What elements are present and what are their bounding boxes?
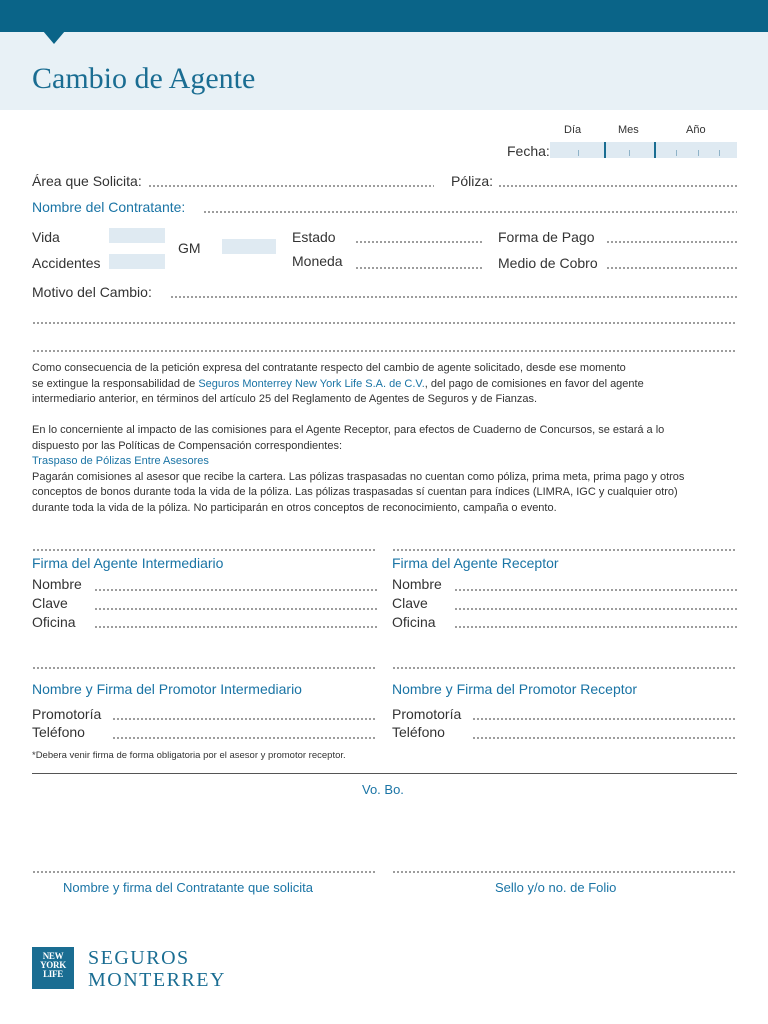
legal-line: intermediario anterior, en términos del artículo 25 del Reglamento de Agentes de Seguros y de Fianzas. xyxy=(32,393,538,405)
legal-line: se extingue la responsabilidad de Seguros Monterrey New York Life S.A. de C.V., del pago de comisiones en favor del agente xyxy=(32,377,644,390)
forma-pago-line[interactable] xyxy=(606,241,737,243)
receptor-telefono-line[interactable] xyxy=(472,737,737,739)
gm-field[interactable] xyxy=(222,239,276,254)
estado-line[interactable] xyxy=(355,241,483,243)
promotor-intermediario-signature-line[interactable] xyxy=(32,667,377,669)
receptor-oficina-label: Oficina xyxy=(392,614,436,630)
estado-label: Estado xyxy=(292,229,336,245)
intermediario-oficina-label: Oficina xyxy=(32,614,76,630)
agente-receptor-title: Firma del Agente Receptor xyxy=(392,555,559,571)
motivo-line-1[interactable] xyxy=(170,296,737,298)
legal-paragraph-2 xyxy=(32,423,742,516)
intermediario-promotoria-line[interactable] xyxy=(112,718,377,720)
contratante-firma-label: Nombre y firma del Contratante que solicita xyxy=(63,880,314,895)
receptor-clave-label: Clave xyxy=(392,595,428,611)
gm-label: GM xyxy=(178,240,201,256)
company-name: Seguros Monterrey New York Life S.A. de C.V. xyxy=(198,377,425,390)
legal-line: Pagarán comisiones al asesor que recibe la cartera. Las pólizas traspasadas no cuentan como póliza, prima meta, prima pago y otros xyxy=(32,470,685,483)
promotor-receptor-signature-line[interactable] xyxy=(392,667,737,669)
date-day-label: Día xyxy=(564,124,582,136)
sello-label: Sello y/o no. de Folio xyxy=(495,880,617,895)
top-bar xyxy=(0,0,768,32)
new-york-life-logo: NEW YORK LIFE xyxy=(32,947,74,989)
receptor-telefono-label: Teléfono xyxy=(392,724,445,740)
poliza-line[interactable] xyxy=(498,185,737,187)
receptor-promotoria-label: Promotoría xyxy=(392,706,462,722)
header-notch xyxy=(43,31,65,44)
promotor-receptor-title: Nombre y Firma del Promotor Receptor xyxy=(392,681,638,697)
receptor-promotoria-line[interactable] xyxy=(472,718,737,720)
seguros-monterrey-wordmark: SEGUROS MONTERREY xyxy=(88,947,226,991)
contratante-line[interactable] xyxy=(203,211,737,213)
forma-pago-label: Forma de Pago xyxy=(498,229,595,245)
intermediario-telefono-label: Teléfono xyxy=(32,724,85,740)
motivo-line-2[interactable] xyxy=(32,322,737,324)
moneda-label: Moneda xyxy=(292,253,343,269)
agente-intermediario-signature-line[interactable] xyxy=(32,549,377,551)
contratante-label: Nombre del Contratante: xyxy=(32,199,186,215)
poliza-label: Póliza: xyxy=(451,173,494,189)
intermediario-oficina-line[interactable] xyxy=(94,626,377,628)
receptor-nombre-label: Nombre xyxy=(392,576,442,592)
date-label: Fecha: xyxy=(507,143,550,159)
date-year-label: Año xyxy=(686,124,706,136)
area-label: Área que Solicita: xyxy=(32,173,142,189)
accidentes-field[interactable] xyxy=(109,254,165,269)
promotor-intermediario-title: Nombre y Firma del Promotor Intermediario xyxy=(32,681,302,697)
area-line[interactable] xyxy=(148,185,434,187)
medio-cobro-label: Medio de Cobro xyxy=(498,255,598,271)
motivo-label: Motivo del Cambio: xyxy=(32,284,152,300)
motivo-line-3[interactable] xyxy=(32,350,737,352)
legal-line: Como consecuencia de la petición expresa del contratante respecto del cambio de agente solicitado, desde ese momento xyxy=(32,362,626,374)
receptor-oficina-line[interactable] xyxy=(454,626,737,628)
vobo-label: Vo. Bo. xyxy=(362,782,404,797)
intermediario-nombre-line[interactable] xyxy=(94,589,377,591)
mandatory-note: *Debera venir firma de forma obligatoria por el asesor y promotor receptor. xyxy=(32,750,346,761)
intermediario-clave-line[interactable] xyxy=(94,608,377,610)
vida-label: Vida xyxy=(32,229,60,245)
intermediario-telefono-line[interactable] xyxy=(112,737,377,739)
agente-intermediario-title: Firma del Agente Intermediario xyxy=(32,555,224,571)
moneda-line[interactable] xyxy=(355,267,483,269)
legal-line: durante toda la vida de la póliza. No participarán en otros conceptos de reconocimiento, campaña o evento. xyxy=(32,501,557,514)
contratante-signature-line[interactable] xyxy=(32,871,377,873)
legal-line: dispuesto por las Políticas de Compensación correspondientes: xyxy=(32,439,343,452)
sello-signature-line[interactable] xyxy=(392,871,737,873)
legal-paragraph-1 xyxy=(32,361,742,408)
legal-line: En lo concerniente al impacto de las comisiones para el Agente Receptor, para efectos de Cuaderno de Concursos, se estará a lo xyxy=(32,424,665,436)
intermediario-clave-label: Clave xyxy=(32,595,68,611)
page-title: Cambio de Agente xyxy=(32,62,256,95)
medio-cobro-line[interactable] xyxy=(606,267,737,269)
date-month-label: Mes xyxy=(618,124,639,136)
legal-line: conceptos de bonos durante toda la vida de la póliza. Las pólizas traspasadas sí cuentan para índices (LIMRA, IGC y cualquier otro) xyxy=(32,486,678,498)
intermediario-promotoria-label: Promotoría xyxy=(32,706,102,722)
policy-subtitle: Traspaso de Pólizas Entre Asesores xyxy=(32,455,209,467)
agente-receptor-signature-line[interactable] xyxy=(392,549,737,551)
divider xyxy=(32,773,737,774)
vida-field[interactable] xyxy=(109,228,165,243)
receptor-nombre-line[interactable] xyxy=(454,589,737,591)
receptor-clave-line[interactable] xyxy=(454,608,737,610)
intermediario-nombre-label: Nombre xyxy=(32,576,82,592)
date-field[interactable] xyxy=(550,142,737,158)
accidentes-label: Accidentes xyxy=(32,255,101,271)
